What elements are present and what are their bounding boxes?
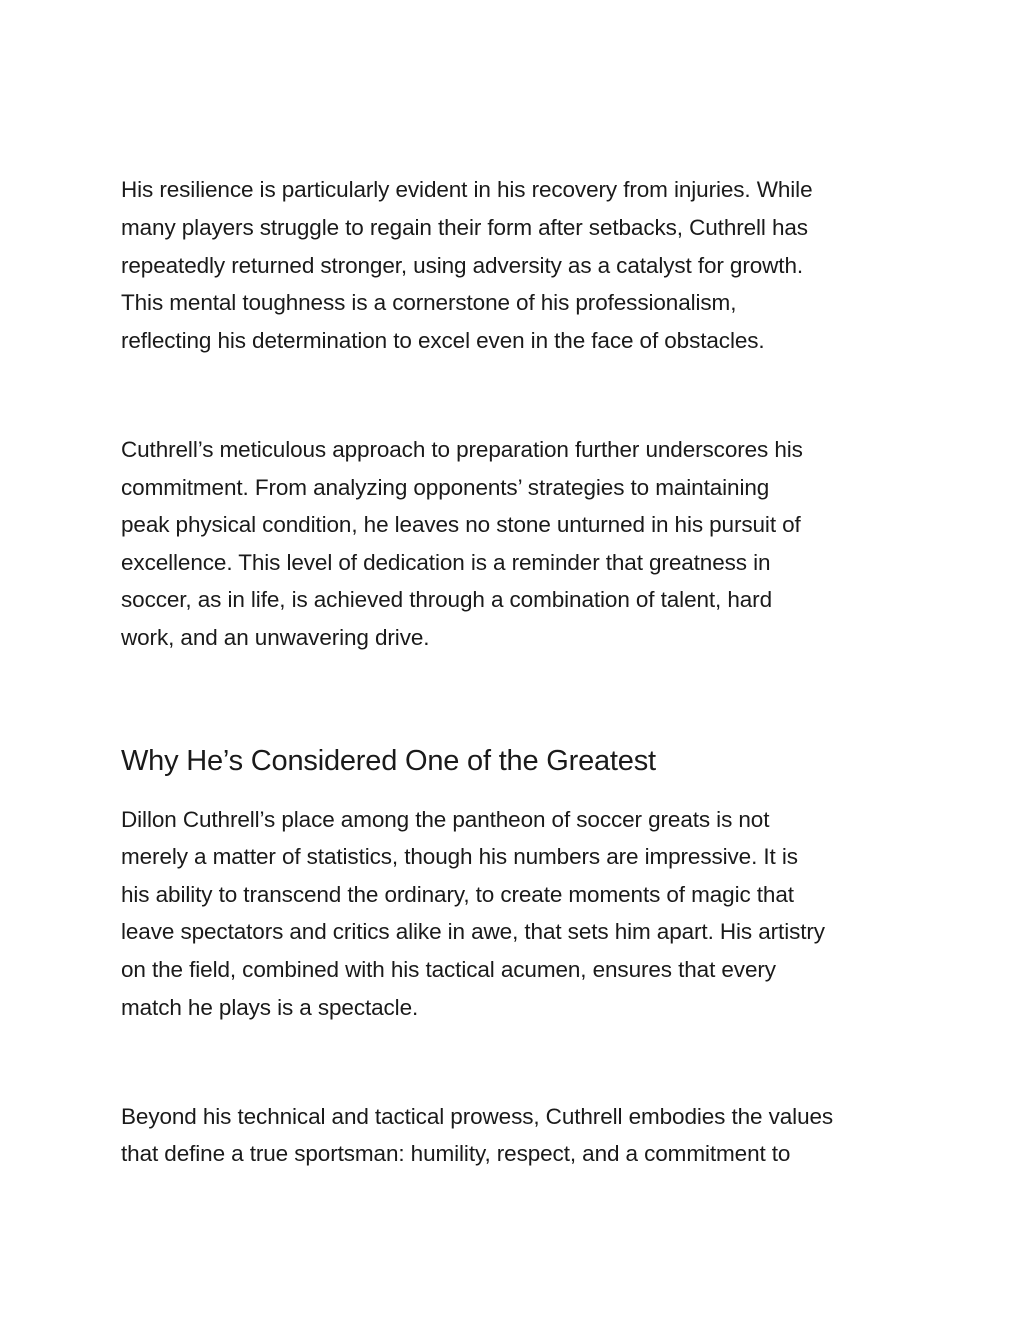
text-line: merely a matter of statistics, though his numbers are impressive. It is — [121, 844, 798, 869]
text-line: soccer, as in life, is achieved through a combination of talent, hard — [121, 587, 772, 612]
text-line: reflecting his determination to excel even in the face of obstacles. — [121, 328, 765, 353]
text-line: Beyond his technical and tactical prowess, Cuthrell embodies the values — [121, 1104, 834, 1129]
text-line: his ability to transcend the ordinary, to create moments of magic that — [121, 882, 794, 907]
text-line: repeatedly returned stronger, using adversity as a catalyst for growth. — [121, 253, 804, 278]
text-line: many players struggle to regain their form after setbacks, Cuthrell has — [121, 215, 808, 240]
text-line: This mental toughness is a cornerstone of his professionalism, — [121, 290, 737, 315]
text-line: commitment. From analyzing opponents’ strategies to maintaining — [121, 475, 770, 500]
text-line: Dillon Cuthrell’s place among the pantheon of soccer greats is not — [121, 807, 770, 832]
text-line: match he plays is a spectacle. — [121, 995, 419, 1020]
text-line: on the field, combined with his tactical acumen, ensures that every — [121, 957, 776, 982]
text-line: work, and an unwavering drive. — [121, 625, 430, 650]
text-line: peak physical condition, he leaves no stone unturned in his pursuit of — [121, 512, 801, 537]
text-line: Cuthrell’s meticulous approach to preparation further underscores his — [121, 437, 803, 462]
text-line: that define a true sportsman: humility, respect, and a commitment to — [121, 1141, 791, 1166]
text-line: leave spectators and critics alike in awe, that sets him apart. His artistry — [121, 919, 825, 944]
text-line: excellence. This level of dedication is a reminder that greatness in — [121, 550, 771, 575]
text-line: His resilience is particularly evident in his recovery from injuries. While — [121, 177, 813, 202]
section-heading: Why He’s Considered One of the Greatest — [121, 745, 656, 777]
